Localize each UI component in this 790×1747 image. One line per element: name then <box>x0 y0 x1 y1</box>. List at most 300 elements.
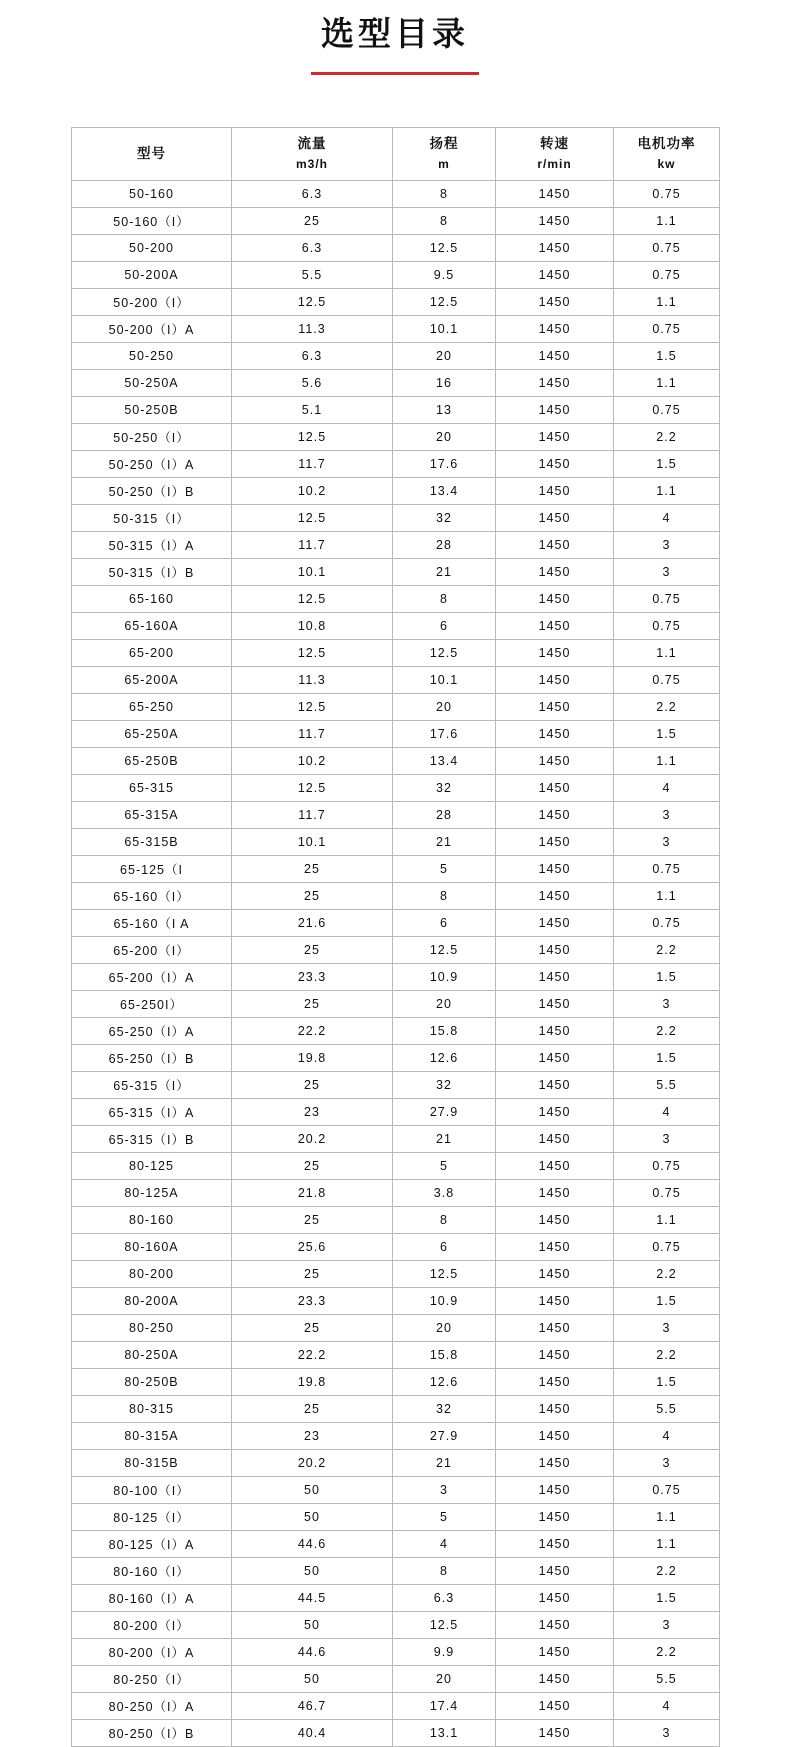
table-cell: 40.4 <box>232 1720 393 1747</box>
table-row <box>72 1045 720 1072</box>
table-cell: 1450 <box>496 235 614 262</box>
cell-model: 50-200A <box>72 262 232 289</box>
table-row <box>72 856 720 883</box>
table-cell: 2.2 <box>614 694 720 721</box>
table-row <box>72 1072 720 1099</box>
cell-model: 65-200 <box>72 640 232 667</box>
table-cell: 10.1 <box>232 559 393 586</box>
cell-model: 65-160 <box>72 586 232 613</box>
table-cell: 1.5 <box>614 451 720 478</box>
table-row <box>72 532 720 559</box>
table-cell: 28 <box>393 802 496 829</box>
table-row <box>72 802 720 829</box>
table-cell: 1450 <box>496 1531 614 1558</box>
table-cell: 12.5 <box>393 1612 496 1639</box>
column-header-unit: r/min <box>537 157 572 171</box>
table-cell: 50 <box>232 1666 393 1693</box>
table-cell: 10.9 <box>393 964 496 991</box>
table-cell: 3 <box>614 829 720 856</box>
table-cell: 17.6 <box>393 451 496 478</box>
table-cell: 0.75 <box>614 1153 720 1180</box>
table-cell: 13.4 <box>393 748 496 775</box>
cell-model: 50-250 <box>72 343 232 370</box>
table-cell: 8 <box>393 1558 496 1585</box>
table-cell: 1.5 <box>614 1585 720 1612</box>
cell-model: 80-200A <box>72 1288 232 1315</box>
table-cell: 3 <box>614 991 720 1018</box>
table-cell: 1450 <box>496 1099 614 1126</box>
table-row <box>72 478 720 505</box>
table-cell: 13.4 <box>393 478 496 505</box>
column-header-unit: kw <box>657 157 676 171</box>
table-cell: 1450 <box>496 1585 614 1612</box>
table-cell: 1450 <box>496 559 614 586</box>
cell-model: 65-250B <box>72 748 232 775</box>
table-cell: 1.1 <box>614 370 720 397</box>
table-cell: 17.4 <box>393 1693 496 1720</box>
table-cell: 1450 <box>496 964 614 991</box>
cell-model: 80-250（I） <box>72 1666 232 1693</box>
cell-model: 80-315B <box>72 1450 232 1477</box>
table-cell: 13.1 <box>393 1720 496 1747</box>
table-cell: 11.7 <box>232 532 393 559</box>
table-row <box>72 316 720 343</box>
table-row <box>72 397 720 424</box>
table-cell: 11.7 <box>232 802 393 829</box>
table-cell: 12.5 <box>232 424 393 451</box>
column-header-1 <box>232 128 393 181</box>
table-cell: 1450 <box>496 586 614 613</box>
table-cell: 10.9 <box>393 1288 496 1315</box>
table-cell: 1450 <box>496 262 614 289</box>
table-cell: 21 <box>393 1450 496 1477</box>
table-cell: 32 <box>393 1396 496 1423</box>
table-cell: 23 <box>232 1099 393 1126</box>
table-cell: 8 <box>393 586 496 613</box>
cell-model: 80-200（I） <box>72 1612 232 1639</box>
cell-model: 65-250 <box>72 694 232 721</box>
table-cell: 1450 <box>496 208 614 235</box>
table-cell: 1450 <box>496 910 614 937</box>
table-row <box>72 883 720 910</box>
table-cell: 6 <box>393 910 496 937</box>
cell-model: 50-250B <box>72 397 232 424</box>
table-row <box>72 1369 720 1396</box>
table-cell: 25 <box>232 883 393 910</box>
table-cell: 1450 <box>496 667 614 694</box>
cell-model: 50-250（I） <box>72 424 232 451</box>
cell-model: 50-160（I） <box>72 208 232 235</box>
cell-model: 65-160（I A <box>72 910 232 937</box>
table-cell: 1450 <box>496 1234 614 1261</box>
table-cell: 10.1 <box>232 829 393 856</box>
table-cell: 6.3 <box>232 235 393 262</box>
table-cell: 1450 <box>496 856 614 883</box>
table-row <box>72 829 720 856</box>
table-cell: 1450 <box>496 1369 614 1396</box>
cell-model: 65-315A <box>72 802 232 829</box>
table-header-row <box>72 128 720 181</box>
table-cell: 1450 <box>496 505 614 532</box>
cell-model: 65-315（I）A <box>72 1099 232 1126</box>
table-row <box>72 1207 720 1234</box>
table-cell: 1450 <box>496 1261 614 1288</box>
table-cell: 2.2 <box>614 1342 720 1369</box>
table-cell: 6 <box>393 1234 496 1261</box>
table-cell: 1450 <box>496 1207 614 1234</box>
table-cell: 1.5 <box>614 343 720 370</box>
cell-model: 65-315（I）B <box>72 1126 232 1153</box>
table-row <box>72 1612 720 1639</box>
table-cell: 32 <box>393 1072 496 1099</box>
table-cell: 21.6 <box>232 910 393 937</box>
table-cell: 1450 <box>496 1504 614 1531</box>
title-block <box>0 0 790 75</box>
cell-model: 65-160A <box>72 613 232 640</box>
table-cell: 1450 <box>496 613 614 640</box>
cell-model: 80-160 <box>72 1207 232 1234</box>
table-cell: 25 <box>232 1396 393 1423</box>
table-cell: 0.75 <box>614 856 720 883</box>
cell-model: 80-250（I）A <box>72 1693 232 1720</box>
table-cell: 1.1 <box>614 748 720 775</box>
table-cell: 10.2 <box>232 478 393 505</box>
table-row <box>72 613 720 640</box>
table-cell: 0.75 <box>614 1234 720 1261</box>
table-cell: 23.3 <box>232 964 393 991</box>
table-cell: 25 <box>232 208 393 235</box>
table-row <box>72 1558 720 1585</box>
column-header-label: 型号 <box>137 146 166 161</box>
table-row <box>72 451 720 478</box>
cell-model: 80-160（I）A <box>72 1585 232 1612</box>
table-cell: 25 <box>232 1207 393 1234</box>
table-cell: 6 <box>393 613 496 640</box>
table-row <box>72 1666 720 1693</box>
table-row <box>72 1423 720 1450</box>
table-cell: 12.6 <box>393 1045 496 1072</box>
table-cell: 1450 <box>496 1612 614 1639</box>
table-cell: 20 <box>393 1315 496 1342</box>
cell-model: 80-200 <box>72 1261 232 1288</box>
table-cell: 1450 <box>496 721 614 748</box>
table-row <box>72 289 720 316</box>
cell-model: 80-315 <box>72 1396 232 1423</box>
table-cell: 12.5 <box>393 640 496 667</box>
table-cell: 5 <box>393 1153 496 1180</box>
table-row <box>72 1261 720 1288</box>
table-cell: 20 <box>393 343 496 370</box>
table-cell: 1450 <box>496 775 614 802</box>
column-header-4 <box>614 128 720 181</box>
column-header-unit: m <box>438 157 450 171</box>
table-row <box>72 1585 720 1612</box>
table-cell: 44.6 <box>232 1639 393 1666</box>
table-cell: 17.6 <box>393 721 496 748</box>
table-cell: 5.5 <box>232 262 393 289</box>
cell-model: 50-200 <box>72 235 232 262</box>
table-row <box>72 343 720 370</box>
table-cell: 1.1 <box>614 1531 720 1558</box>
table-cell: 1450 <box>496 1450 614 1477</box>
table-cell: 46.7 <box>232 1693 393 1720</box>
table-cell: 27.9 <box>393 1423 496 1450</box>
table-row <box>72 1693 720 1720</box>
cell-model: 65-200A <box>72 667 232 694</box>
table-cell: 1450 <box>496 1423 614 1450</box>
table-cell: 3 <box>614 1612 720 1639</box>
table-cell: 12.5 <box>393 289 496 316</box>
table-cell: 0.75 <box>614 613 720 640</box>
table-row <box>72 370 720 397</box>
cell-model: 50-250A <box>72 370 232 397</box>
table-cell: 8 <box>393 883 496 910</box>
table-cell: 20.2 <box>232 1450 393 1477</box>
table-cell: 1.1 <box>614 883 720 910</box>
table-cell: 10.2 <box>232 748 393 775</box>
table-cell: 12.5 <box>232 586 393 613</box>
cell-model: 65-315B <box>72 829 232 856</box>
table-row <box>72 1450 720 1477</box>
table-cell: 3 <box>614 1126 720 1153</box>
table-cell: 5 <box>393 856 496 883</box>
table-row <box>72 937 720 964</box>
table-cell: 1450 <box>496 1288 614 1315</box>
table-cell: 3 <box>614 1450 720 1477</box>
table-cell: 5.5 <box>614 1396 720 1423</box>
title-underline-divider <box>311 72 479 75</box>
table-cell: 1450 <box>496 802 614 829</box>
table-cell: 4 <box>614 775 720 802</box>
table-cell: 12.5 <box>393 937 496 964</box>
table-cell: 15.8 <box>393 1018 496 1045</box>
table-cell: 1450 <box>496 1558 614 1585</box>
table-cell: 1.5 <box>614 1288 720 1315</box>
cell-model: 80-125（I）A <box>72 1531 232 1558</box>
table-cell: 5.5 <box>614 1666 720 1693</box>
table-cell: 2.2 <box>614 1261 720 1288</box>
page-title: 选型目录 <box>321 15 469 52</box>
table-cell: 5.6 <box>232 370 393 397</box>
table-row <box>72 1018 720 1045</box>
table-cell: 10.1 <box>393 316 496 343</box>
table-cell: 25 <box>232 1072 393 1099</box>
table-cell: 20.2 <box>232 1126 393 1153</box>
table-cell: 0.75 <box>614 235 720 262</box>
cell-model: 65-250A <box>72 721 232 748</box>
table-cell: 3 <box>614 1315 720 1342</box>
cell-model: 50-315（I）B <box>72 559 232 586</box>
cell-model: 80-250 <box>72 1315 232 1342</box>
cell-model: 50-160 <box>72 181 232 208</box>
table-row <box>72 559 720 586</box>
table-cell: 6.3 <box>232 343 393 370</box>
cell-model: 65-250（I）B <box>72 1045 232 1072</box>
table-cell: 11.7 <box>232 721 393 748</box>
table-cell: 21.8 <box>232 1180 393 1207</box>
table-cell: 5.1 <box>232 397 393 424</box>
table-cell: 28 <box>393 532 496 559</box>
table-cell: 25 <box>232 937 393 964</box>
table-cell: 0.75 <box>614 397 720 424</box>
table-cell: 22.2 <box>232 1018 393 1045</box>
table-cell: 1450 <box>496 883 614 910</box>
table-cell: 23.3 <box>232 1288 393 1315</box>
table-cell: 3 <box>614 802 720 829</box>
table-cell: 9.9 <box>393 1639 496 1666</box>
cell-model: 50-200（I）A <box>72 316 232 343</box>
table-cell: 12.5 <box>232 640 393 667</box>
table-cell: 1450 <box>496 1342 614 1369</box>
column-header-3 <box>496 128 614 181</box>
cell-model: 80-160（I） <box>72 1558 232 1585</box>
column-header-0 <box>72 128 232 181</box>
table-cell: 0.75 <box>614 910 720 937</box>
cell-model: 80-125 <box>72 1153 232 1180</box>
cell-model: 65-200（I） <box>72 937 232 964</box>
table-row <box>72 1126 720 1153</box>
cell-model: 50-315（I）A <box>72 532 232 559</box>
table-cell: 5 <box>393 1504 496 1531</box>
table-cell: 0.75 <box>614 1477 720 1504</box>
table-cell: 1450 <box>496 343 614 370</box>
table-row <box>72 1531 720 1558</box>
table-cell: 1.1 <box>614 289 720 316</box>
cell-model: 65-250I） <box>72 991 232 1018</box>
table-cell: 4 <box>614 1693 720 1720</box>
cell-model: 80-250（I）B <box>72 1720 232 1747</box>
table-cell: 1450 <box>496 937 614 964</box>
table-cell: 11.3 <box>232 316 393 343</box>
table-cell: 11.7 <box>232 451 393 478</box>
table-cell: 25 <box>232 856 393 883</box>
table-cell: 20 <box>393 1666 496 1693</box>
table-row <box>72 1315 720 1342</box>
spec-table <box>71 127 720 1747</box>
table-cell: 10.1 <box>393 667 496 694</box>
table-cell: 50 <box>232 1558 393 1585</box>
table-cell: 1.5 <box>614 1045 720 1072</box>
table-cell: 19.8 <box>232 1045 393 1072</box>
table-cell: 3 <box>393 1477 496 1504</box>
table-cell: 1.5 <box>614 964 720 991</box>
table-cell: 12.5 <box>232 289 393 316</box>
cell-model: 50-250（I）B <box>72 478 232 505</box>
table-row <box>72 1639 720 1666</box>
table-cell: 25.6 <box>232 1234 393 1261</box>
table-cell: 3 <box>614 532 720 559</box>
spec-table-body <box>72 181 720 1747</box>
table-row <box>72 640 720 667</box>
table-cell: 1450 <box>496 1477 614 1504</box>
table-cell: 20 <box>393 424 496 451</box>
table-cell: 1450 <box>496 478 614 505</box>
table-cell: 4 <box>614 1423 720 1450</box>
table-cell: 1450 <box>496 1693 614 1720</box>
table-cell: 8 <box>393 208 496 235</box>
table-row <box>72 748 720 775</box>
cell-model: 65-250（I）A <box>72 1018 232 1045</box>
table-row <box>72 235 720 262</box>
table-row <box>72 1288 720 1315</box>
table-cell: 0.75 <box>614 181 720 208</box>
table-cell: 0.75 <box>614 316 720 343</box>
table-cell: 1450 <box>496 532 614 559</box>
cell-model: 80-250B <box>72 1369 232 1396</box>
table-cell: 15.8 <box>393 1342 496 1369</box>
table-cell: 12.5 <box>232 775 393 802</box>
column-header-unit: m3/h <box>295 157 328 171</box>
table-cell: 44.5 <box>232 1585 393 1612</box>
table-cell: 1450 <box>496 829 614 856</box>
table-cell: 1450 <box>496 1072 614 1099</box>
cell-model: 80-315A <box>72 1423 232 1450</box>
table-cell: 1.1 <box>614 640 720 667</box>
table-cell: 1450 <box>496 640 614 667</box>
table-cell: 1450 <box>496 1396 614 1423</box>
table-cell: 25 <box>232 991 393 1018</box>
table-cell: 3.8 <box>393 1180 496 1207</box>
table-cell: 1450 <box>496 1666 614 1693</box>
cell-model: 80-100（I） <box>72 1477 232 1504</box>
table-cell: 1450 <box>496 1180 614 1207</box>
table-row <box>72 1720 720 1747</box>
table-cell: 1450 <box>496 424 614 451</box>
table-cell: 1450 <box>496 181 614 208</box>
column-header-label: 扬程 <box>429 136 459 151</box>
table-cell: 0.75 <box>614 262 720 289</box>
cell-model: 80-200（I）A <box>72 1639 232 1666</box>
table-row <box>72 1477 720 1504</box>
table-cell: 12.5 <box>393 235 496 262</box>
table-cell: 27.9 <box>393 1099 496 1126</box>
table-row <box>72 1099 720 1126</box>
table-cell: 8 <box>393 1207 496 1234</box>
table-row <box>72 181 720 208</box>
table-cell: 25 <box>232 1315 393 1342</box>
table-row <box>72 721 720 748</box>
table-cell: 19.8 <box>232 1369 393 1396</box>
spec-table-container <box>71 127 719 1747</box>
table-cell: 12.5 <box>232 694 393 721</box>
table-cell: 50 <box>232 1504 393 1531</box>
table-cell: 4 <box>614 505 720 532</box>
column-header-label: 流量 <box>297 136 327 151</box>
table-cell: 16 <box>393 370 496 397</box>
table-row <box>72 694 720 721</box>
table-cell: 1450 <box>496 694 614 721</box>
table-row <box>72 667 720 694</box>
table-cell: 20 <box>393 991 496 1018</box>
table-row <box>72 208 720 235</box>
table-row <box>72 910 720 937</box>
table-cell: 12.5 <box>232 505 393 532</box>
table-cell: 10.8 <box>232 613 393 640</box>
table-cell: 1450 <box>496 748 614 775</box>
table-cell: 0.75 <box>614 586 720 613</box>
table-cell: 1.1 <box>614 1504 720 1531</box>
table-cell: 2.2 <box>614 1018 720 1045</box>
cell-model: 65-160（I） <box>72 883 232 910</box>
table-cell: 0.75 <box>614 1180 720 1207</box>
table-cell: 8 <box>393 181 496 208</box>
table-cell: 25 <box>232 1261 393 1288</box>
table-cell: 1.1 <box>614 1207 720 1234</box>
cell-model: 80-250A <box>72 1342 232 1369</box>
column-header-2 <box>393 128 496 181</box>
table-cell: 13 <box>393 397 496 424</box>
table-row <box>72 262 720 289</box>
